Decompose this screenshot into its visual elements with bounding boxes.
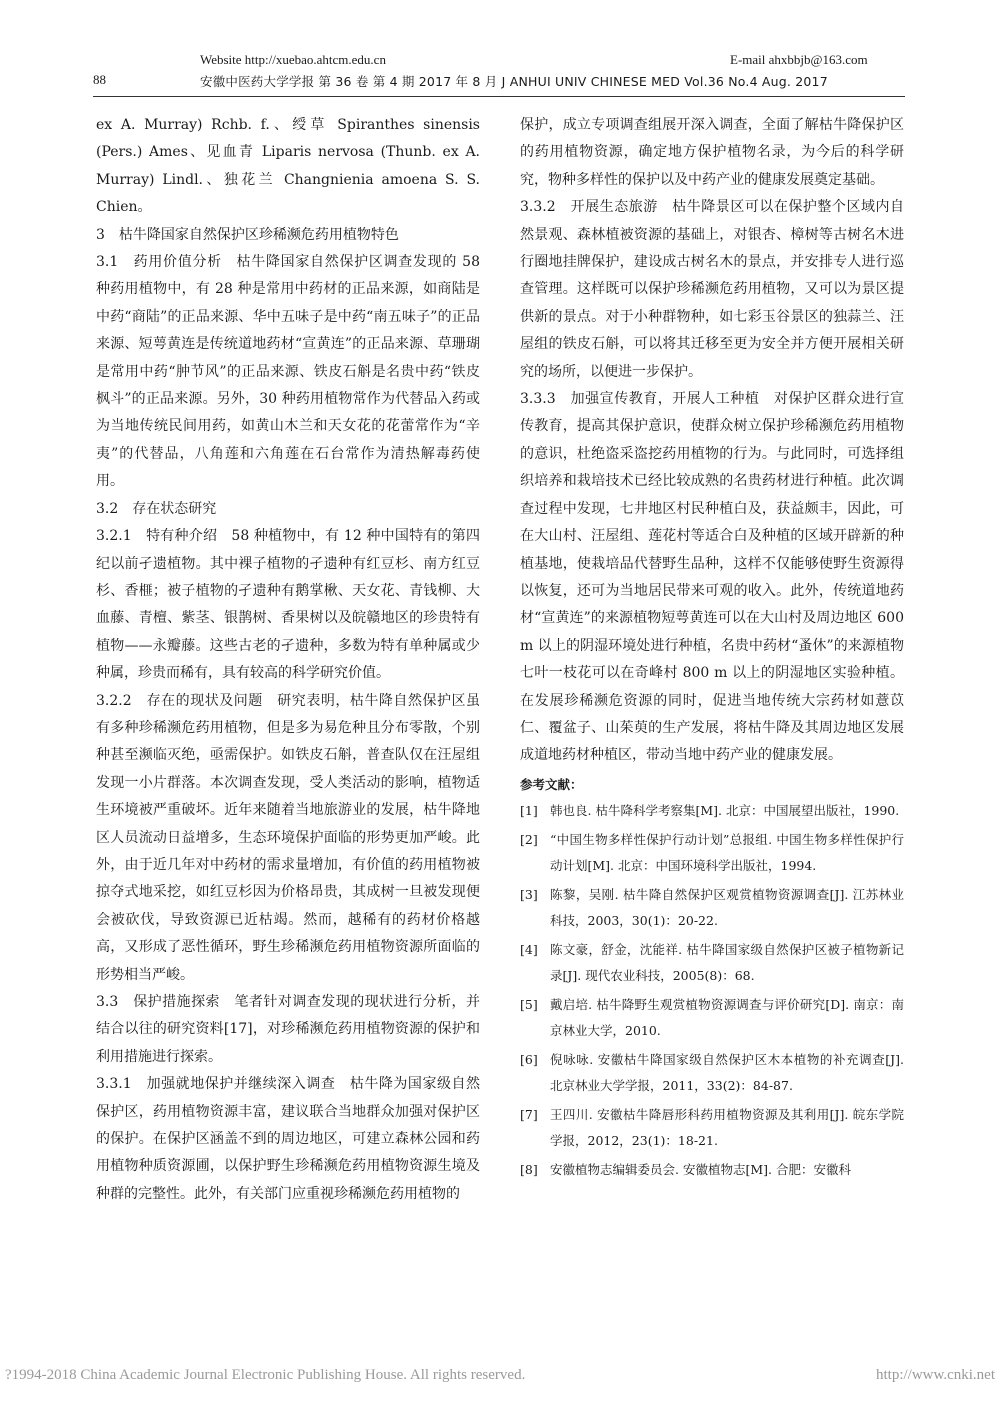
paragraph: 保护，成立专项调查组展开深入调查，全面了解枯牛降保护区的药用植物资源，确定地方保护植物名录，为今后的科学研究，物种多样性的保护以及中药产业的健康发展奠定基础。 [520,117,904,188]
journal-header: 安徽中医药大学学报 第 36 卷 第 4 期 2017 年 8 月 J ANHUI UNIV CHINESE MED Vol.36 No.4 Aug. 2017 [200,74,828,89]
section-heading: 3 枯牛降国家自然保护区珍稀濒危药用植物特色 [96,226,399,243]
reference-number: [2] [520,832,538,848]
reference-item [520,937,904,988]
reference-number: [8] [520,1162,538,1178]
reference-item [520,798,904,824]
reference-number: [5] [520,997,538,1013]
paragraph: 3.2.1 特有种介绍 58 种植物中，有 12 种中国特有的第四纪以前孑遗植物。其中裸子植物的孑遗种有红豆杉、南方红豆杉、香榧；被子植物的孑遗种有鹅掌楸、天女花、青钱柳、大血藤、青檀、紫茎、银鹊树、香果树以及皖赣地区的珍贵特有植物——永瓣藤。这些古老的孑遗种，多数为特有单种属或少种属，珍贵而稀有，具有较高的科学研究价值。 [96,528,480,682]
reference-item [520,992,904,1043]
paragraph: 3.2.2 存在的现状及问题 研究表明，枯牛降自然保护区虽有多种珍稀濒危药用植物，但是多为易危种且分布零散，个别种甚至濒临灭绝，亟需保护。如铁皮石斛，普查队仅在汪屋组发现一小片群落。本次调查发现，受人类活动的影响，植物适生环境被严重破坏。近年来随着当地旅游业的发展，枯牛降地区人员流动日益增多，生态环境保护面临的形势更加严峻。此外，由于近几年对中药材的需求量增加，有价值的药用植物被掠夺式地采挖，如红豆杉因为价格昂贵，其成树一旦被发现便会被砍伐，导致资源已近枯竭。然而，越稀有的药材价格越高，又形成了恶性循环，野生珍稀濒危药用植物资源所面临的形势相当严峻。 [96,692,480,983]
paragraph: 3.3.2 开展生态旅游 枯牛降景区可以在保护整个区域内自然景观、森林植被资源的基础上，对银杏、樟树等古树名木进行圈地挂牌保护，建设成古树名木的景点，并安排专人进行巡查管理。这样既可以保护珍稀濒危药用植物，又可以为景区提供新的景点。对于小种群物种，如七彩玉谷景区的独蒜兰、汪屋组的铁皮石斛，可以将其迁移至更为安全并方便开展相关研究的场所，以便进一步保护。 [520,199,904,380]
reference-number: [7] [520,1107,538,1123]
page-number: 88 [93,72,106,87]
reference-text: 戴启培. 枯牛降野生观赏植物资源调查与评价研究[D]. 南京：南京林业大学，2010. [550,997,904,1038]
reference-text: 安徽植物志编辑委员会. 安徽植物志[M]. 合肥：安徽科 [550,1162,851,1178]
reference-item [520,1102,904,1153]
section-heading: 3.2 存在状态研究 [96,500,217,517]
reference-item [520,1047,904,1098]
reference-item [520,1157,904,1183]
references-title: 参考文献： [520,776,583,792]
paragraph: ex A. Murray) Rchb. f.、绶草 Spiranthes sinensis (Pers.) Ames、见血青 Liparis nervosa (Thunb. ex A. Murray) Lindl.、独花兰 Changnienia amoena S. S. Chien。 [96,117,480,216]
right-column [520,112,904,1187]
reference-text: 王四川. 安徽枯牛降唇形科药用植物资源及其利用[J]. 皖东学院学报，2012，23(1)：18-21. [550,1107,904,1148]
paragraph: 3.3.3 加强宣传教育，开展人工种植 对保护区群众进行宣传教育，提高其保护意识，使群众树立保护珍稀濒危药用植物的意识，杜绝盗采盗挖药用植物的行为。与此同时，可选择组织培养和栽培技术已经比较成熟的名贵药材进行种植。此次调查过程中发现，七井地区村民种植白及，获益颇丰，因此，可在大山村、汪屋组、莲花村等适合白及种植的区域开辟新的种植基地，使栽培品代替野生品种，这样不仅能够使野生资源得以恢复，还可为当地居民带来可观的收入。此外，传统道地药材“宣黄连”的来源植物短萼黄连可以在大山村及周边地区 600 m 以上的阴湿环境处进行种植，名贵中药材“蚤休”的来源植物七叶一枝花可以在奇峰村 800 m 以上的阴湿地区实验种植。在发展珍稀濒危资源的同时，促进当地传统大宗药材如薏苡仁、覆盆子、山茱萸的生产发展，将枯牛降及其周边地区发展成道地药材种植区，带动当地中药产业的健康发展。 [520,391,904,764]
reference-text: 陈黎，吴刚. 枯牛降自然保护区观赏植物资源调查[J]. 江苏林业科技，2003，30(1)：20-22. [550,887,904,928]
header-website: Website http://xuebao.ahtcm.edu.cn [200,52,386,67]
right-paragraphs [520,112,904,770]
paragraph: 3.3.1 加强就地保护并继续深入调查 枯牛降为国家级自然保护区，药用植物资源丰富，建议联合当地群众加强对保护区的保护。在保护区涵盖不到的周边地区，可建立森林公园和药用植物种质资源圃，以保护野生珍稀濒危药用植物资源生境及种群的完整性。此外，有关部门应重视珍稀濒危药用植物的 [96,1076,480,1202]
reference-number: [6] [520,1052,538,1068]
header-email: E-mail ahxbbjb@163.com [730,52,868,67]
reference-item [520,827,904,878]
reference-list [520,798,904,1183]
reference-text: 陈文豪，舒金，沈能祥. 枯牛降国家级自然保护区被子植物新记录[J]. 现代农业科技，2005(8)：68. [550,942,904,983]
footer-link[interactable]: http://www.cnki.net [875,1367,995,1383]
reference-text: 韩也良. 枯牛降科学考察集[M]. 北京：中国展望出版社，1990. [550,802,900,818]
reference-number: [1] [520,802,538,818]
footer [5,1367,995,1384]
header-rule [93,96,905,97]
reference-number: [4] [520,942,538,958]
reference-item [520,882,904,933]
footer-copyright: ?1994-2018 China Academic Journal Electronic Publishing House. All rights reserved. [5,1367,526,1383]
reference-number: [3] [520,887,538,903]
reference-text: “中国生物多样性保护行动计划”总报组. 中国生物多样性保护行动计划[M]. 北京：中国环境科学出版社，1994. [550,832,904,873]
reference-text: 倪咏咏. 安徽枯牛降国家级自然保护区木本植物的补充调查[J]. 北京林业大学学报，2011，33(2)：84-87. [550,1052,904,1093]
paragraph: 3.1 药用价值分析 枯牛降国家自然保护区调查发现的 58 种药用植物中，有 28 种是常用中药材的正品来源，如商陆是中药“商陆”的正品来源、华中五味子是中药“南五味子”的正品来源、短萼黄连是传统道地药材“宣黄连”的正品来源、草珊瑚是常用中药“肿节风”的正品来源、铁皮石斛是名贵中药“铁皮枫斗”的正品来源。另外，30 种药用植物常作为代替品入药或为当地传统民间用药，如黄山木兰和天女花的花蕾常作为“辛夷”的代替品，八角莲和六角莲在石台常作为清热解毒药使用。 [96,254,480,490]
paragraph: 3.3 保护措施探索 笔者针对调查发现的现状进行分析，并结合以往的研究资料[17]，对珍稀濒危药用植物资源的保护和利用措施进行探索。 [96,994,480,1065]
left-column [96,112,480,1208]
